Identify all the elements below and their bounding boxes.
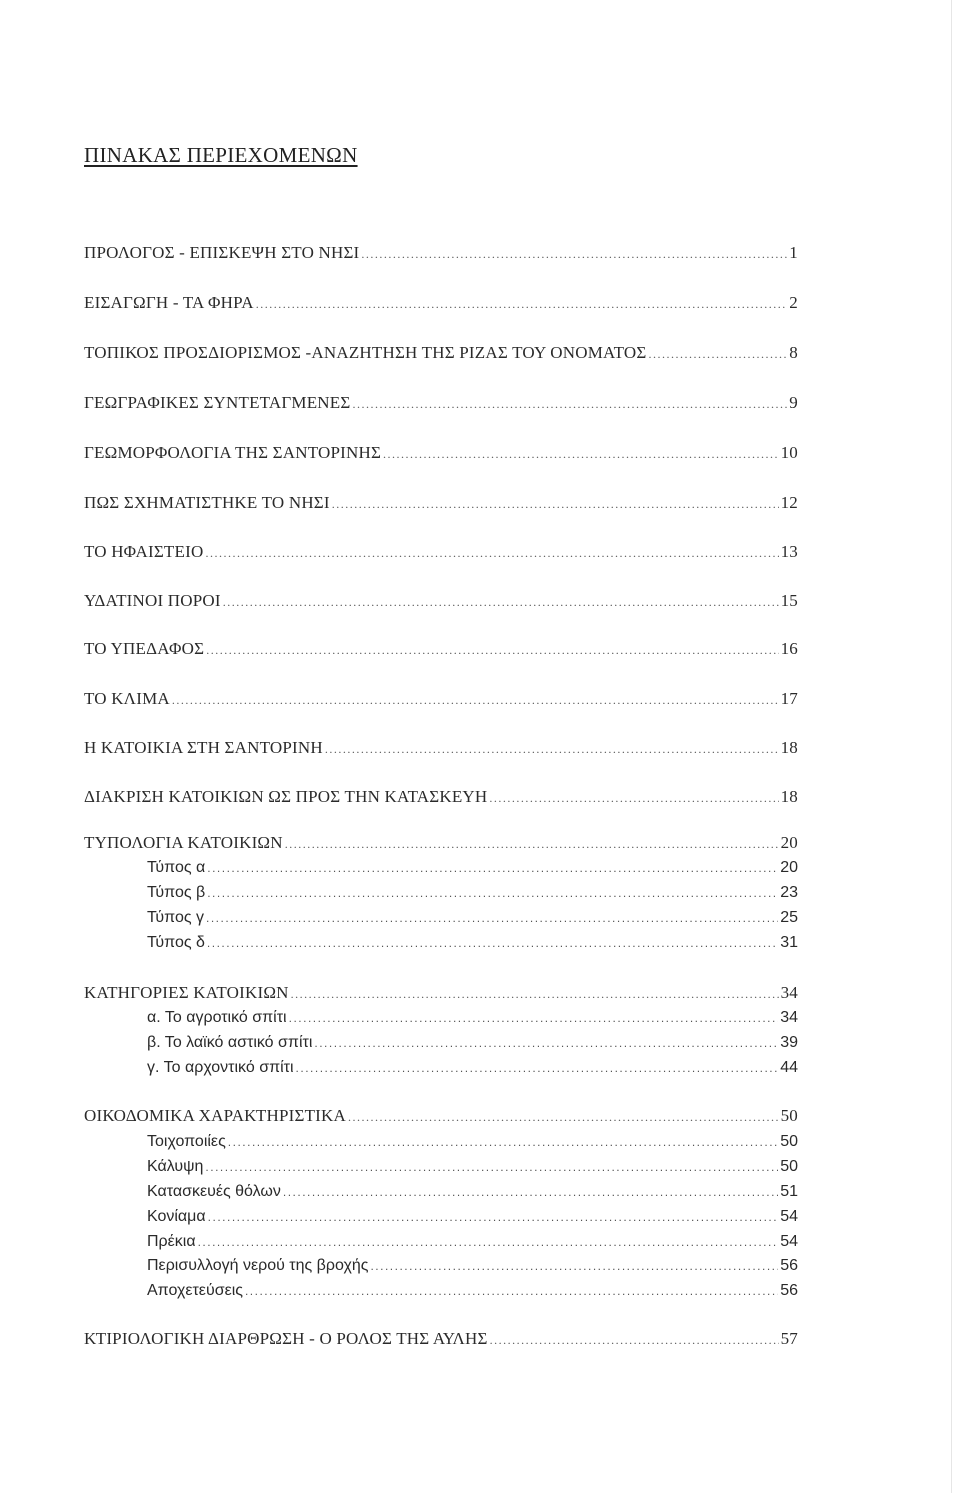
toc-entry (84, 1328, 798, 1351)
toc-entry-page: 20 (780, 859, 798, 876)
toc-entry-label: Τοιχοποιίες (147, 1133, 226, 1150)
toc-entry-label: Κάλυψη (147, 1158, 204, 1175)
toc-leader-dots (245, 1280, 778, 1302)
toc-subentry (147, 907, 798, 929)
toc-entry-label: γ. Το αρχοντικό σπίτι (147, 1059, 294, 1076)
page-title: ΠΙΝΑΚΑΣ ΠΕΡΙΕΧΟΜΕΝΩΝ (84, 143, 358, 167)
toc-entry-page: 16 (780, 639, 798, 658)
toc-entry-page: 13 (780, 542, 798, 561)
toc-entry-label: Τύπος α (147, 859, 206, 876)
toc-entry (84, 1105, 798, 1128)
toc-entry-label: ΠΡΟΛΟΓΟΣ - ΕΠΙΣΚΕΨΗ ΣΤΟ ΝΗΣΙ (84, 243, 360, 262)
toc-subentry (147, 1280, 798, 1302)
toc-entry-label: Αποχετεύσεις (147, 1282, 243, 1299)
toc-entry-label: Τύπος γ (147, 909, 204, 926)
toc-leader-dots (289, 1007, 779, 1029)
toc-entry (84, 541, 798, 564)
toc-entry-page: 9 (789, 393, 798, 412)
toc-subentry (147, 1032, 798, 1054)
toc-entry-label: Κατασκευές θόλων (147, 1183, 281, 1200)
toc-entry-page: 12 (780, 493, 798, 512)
toc-leader-dots (208, 1206, 779, 1228)
toc-entry (84, 242, 798, 265)
toc-entry-page: 17 (780, 689, 798, 708)
toc-entry (84, 342, 798, 365)
toc-entry-page: 15 (780, 591, 798, 610)
toc-entry-page: 50 (780, 1106, 798, 1125)
toc-entry-page: 34 (780, 1009, 798, 1026)
toc-leader-dots (172, 689, 779, 711)
toc-entry-page: 2 (789, 293, 798, 312)
toc-entry-label: ΤΟ ΗΦΑΙΣΤΕΙΟ (84, 542, 204, 561)
toc-entry-page: 1 (789, 243, 798, 262)
toc-entry-label: ΚΤΙΡΙΟΛΟΓΙΚΗ ΔΙΑΡΘΡΩΣΗ - Ο ΡΟΛΟΣ ΤΗΣ ΑΥΛΗΣ (84, 1329, 488, 1348)
toc-entry-page: 50 (780, 1133, 798, 1150)
toc-entry-label: Κονίαμα (147, 1208, 206, 1225)
toc-entry-label: ΕΙΣΑΓΩΓΗ - ΤΑ ΦΗΡΑ (84, 293, 254, 312)
toc-entry-page: 20 (780, 833, 798, 852)
toc-entry (84, 737, 798, 760)
toc-leader-dots (228, 1131, 778, 1153)
toc-entry-label: Τύπος β (147, 884, 206, 901)
toc-entry-label: ΟΙΚΟΔΟΜΙΚΑ ΧΑΡΑΚΤΗΡΙΣΤΙΚΑ (84, 1106, 346, 1125)
toc-entry (84, 590, 798, 613)
toc-entry-page: 18 (780, 738, 798, 757)
toc-entry (84, 786, 798, 809)
toc-subentry (147, 882, 798, 904)
toc-leader-dots (296, 1057, 779, 1079)
toc-entry-label: Περισυλλογή νερού της βροχής (147, 1257, 369, 1274)
toc-leader-dots (291, 983, 779, 1005)
toc-entry-label: ΤΟΠΙΚΟΣ ΠΡΟΣΔΙΟΡΙΣΜΟΣ -ΑΝΑΖΗΤΗΣΗ ΤΗΣ ΡΙΖΑΣ ΤΟΥ ΟΝΟΜΑΤΟΣ (84, 343, 647, 362)
toc-leader-dots (325, 738, 779, 760)
toc-entry-label: Τύπος δ (147, 934, 205, 951)
toc-entry-page: 56 (780, 1282, 798, 1299)
toc-entry-page: 51 (780, 1183, 798, 1200)
toc-entry-page: 54 (780, 1233, 798, 1250)
toc-entry-label: ΤΥΠΟΛΟΓΙΑ ΚΑΤΟΙΚΙΩΝ (84, 833, 283, 852)
toc-leader-dots (348, 1106, 779, 1128)
toc-entry (84, 832, 798, 855)
toc-entry-page: 34 (780, 983, 798, 1002)
toc-entry (84, 638, 798, 661)
toc-subentry (147, 1007, 798, 1029)
toc-entry-label: ΤΟ ΥΠΕΔΑΦΟΣ (84, 639, 205, 658)
toc-entry-label: ΤΟ ΚΛΙΜΑ (84, 689, 170, 708)
toc-leader-dots (370, 1255, 778, 1277)
toc-leader-dots (332, 493, 779, 515)
toc-leader-dots (206, 907, 778, 929)
toc-entry-page: 25 (780, 909, 798, 926)
toc-leader-dots (649, 343, 788, 365)
toc-leader-dots (352, 393, 787, 415)
toc-entry-label: ΚΑΤΗΓΟΡΙΕΣ ΚΑΤΟΙΚΙΩΝ (84, 983, 289, 1002)
toc-leader-dots (223, 591, 779, 613)
toc-leader-dots (490, 1329, 779, 1351)
toc-leader-dots (205, 1156, 778, 1178)
toc-entry-page: 39 (780, 1034, 798, 1051)
toc-entry-label: β. Το λαϊκό αστικό σπίτι (147, 1034, 313, 1051)
toc-subentry (147, 1231, 798, 1253)
toc-entry-page: 44 (780, 1059, 798, 1076)
toc-leader-dots (205, 542, 778, 564)
toc-entry (84, 492, 798, 515)
toc-leader-dots (383, 443, 779, 465)
toc-entry-page: 50 (780, 1158, 798, 1175)
toc-entry-page: 31 (780, 934, 798, 951)
toc-entry-page: 54 (780, 1208, 798, 1225)
toc-entry (84, 688, 798, 711)
toc-leader-dots (198, 1231, 779, 1253)
toc-entry-label: ΔΙΑΚΡΙΣΗ ΚΑΤΟΙΚΙΩΝ ΩΣ ΠΡΟΣ ΤΗΝ ΚΑΤΑΣΚΕΥΗ (84, 787, 488, 806)
toc-leader-dots (207, 857, 778, 879)
toc-leader-dots (207, 882, 778, 904)
toc-entry-label: ΓΕΩΓΡΑΦΙΚΕΣ ΣΥΝΤΕΤΑΓΜΕΝΕΣ (84, 393, 351, 412)
toc-entry-label: Πρέκια (147, 1233, 196, 1250)
page-edge-line (951, 0, 952, 1493)
toc-subentry (147, 1206, 798, 1228)
toc-entry-page: 57 (780, 1329, 798, 1348)
toc-leader-dots (207, 932, 778, 954)
toc-subentry (147, 1156, 798, 1178)
toc-entry-label: ΓΕΩΜΟΡΦΟΛΟΓΙΑ ΤΗΣ ΣΑΝΤΟΡΙΝΗΣ (84, 443, 382, 462)
toc-subentry (147, 857, 798, 879)
toc-entry (84, 392, 798, 415)
toc-leader-dots (489, 787, 778, 809)
toc-leader-dots (283, 1181, 778, 1203)
toc-subentry (147, 932, 798, 954)
toc-entry-label: ΠΩΣ ΣΧΗΜΑΤΙΣΤΗΚΕ ΤΟ ΝΗΣΙ (84, 493, 330, 512)
toc-entry (84, 982, 798, 1005)
toc-leader-dots (285, 833, 779, 855)
toc-subentry (147, 1181, 798, 1203)
toc-entry-label: ΥΔΑΤΙΝΟΙ ΠΟΡΟΙ (84, 591, 221, 610)
toc-leader-dots (256, 293, 788, 315)
toc-entry-label: Η ΚΑΤΟΙΚΙΑ ΣΤΗ ΣΑΝΤΟΡΙΝΗ (84, 738, 323, 757)
toc-leader-dots (314, 1032, 778, 1054)
toc-entry-page: 18 (780, 787, 798, 806)
toc-subentry (147, 1255, 798, 1277)
toc-leader-dots (361, 243, 787, 265)
toc-subentry (147, 1057, 798, 1079)
toc-entry-page: 23 (780, 884, 798, 901)
toc-entry-page: 8 (789, 343, 798, 362)
toc-entry-label: α. Το αγροτικό σπίτι (147, 1009, 287, 1026)
toc-entry (84, 292, 798, 315)
toc-leader-dots (206, 639, 778, 661)
toc-entry-page: 10 (780, 443, 798, 462)
toc-entry-page: 56 (780, 1257, 798, 1274)
toc-subentry (147, 1131, 798, 1153)
toc-entry (84, 442, 798, 465)
